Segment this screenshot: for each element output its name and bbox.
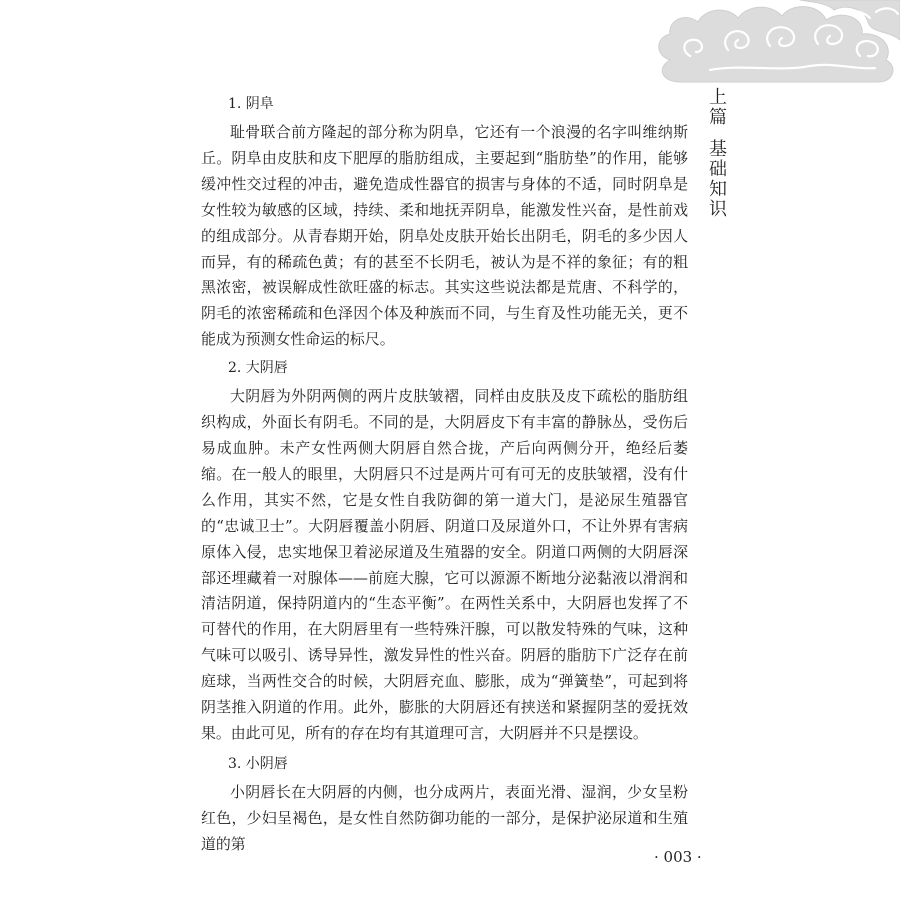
- body-text: [201, 90, 688, 858]
- section-heading: 2. 大阴唇: [228, 360, 288, 377]
- running-header-section: 上 篇: [709, 87, 727, 128]
- section-paragraph: 小阴唇长在大阴唇的内侧，也分成两片，表面光滑、湿润，少女呈粉红色，少妇呈褐色，是女性自然防御功能的一部分，是保护泌尿道和生殖道的第: [201, 782, 688, 853]
- auspicious-cloud-icon: [650, 0, 900, 85]
- running-header: [698, 88, 738, 220]
- running-header-title: 基 础 知 识: [709, 139, 727, 220]
- page-number: · 003 ·: [654, 848, 702, 866]
- section-heading: 1. 阴阜: [228, 96, 274, 112]
- section-paragraph: 大阴唇为外阴两侧的两片皮肤皱褶，同样由皮肤及皮下疏松的脂肪组织构成，外面长有阴毛。不同的是，大阴唇皮下有丰富的静脉丛，受伤后易成血肿。未产女性两侧大阴唇自然合拢，产后向两侧分开，绝经后萎缩。在一般人的眼里，大阴唇只不过是两片可有可无的皮肤皱褶，没有什么作用，其实不然，它是女性自我防御的第一道大门，是泌尿生殖器官的“忠诚卫士”。大阴唇覆盖小阴唇、阴道口及尿道外口，不让外界有害病原体入侵，忠实地保卫着泌尿道及生殖器的安全。阴道口两侧的大阴唇深部还埋藏着一对腺体——前庭大腺，它可以源源不断地分泌黏液以滑润和清洁阴道，保持阴道内的“生态平衡”。在两性关系中，大阴唇也发挥了不可替代的作用，在大阴唇里有一些特殊汗腺，可以散发特殊的气味，这种气味可以吸引、诱导异性，激发异性的性兴奋。阴唇的脂肪下广泛存在前庭球，当两性交合的时候，大阴唇充血、膨胀，成为“弹簧垫”，可起到将阴茎推入阴道的作用。此外，膨胀的大阴唇还有挟送和紧握阴茎的爱抚效果。由此可见，所有的存在均有其道理可言，大阴唇并不只是摆设。: [201, 387, 688, 742]
- section-paragraph: 耻骨联合前方隆起的部分称为阴阜，它还有一个浪漫的名字叫维纳斯丘。阴阜由皮肤和皮下肥厚的脂肪组成，主要起到“脂肪垫”的作用，能够缓冲性交过程的冲击，避免造成性器官的损害与身体的不适，同时阴阜是女性较为敏感的区域，持续、柔和地抚弄阴阜，能激发性兴奋，是性前戏的组成部分。从青春期开始，阴阜处皮肤开始长出阴毛，阴毛的多少因人而异，有的稀疏色黄；有的甚至不长阴毛，被认为是不祥的象征；有的粗黑浓密，被误解成性欲旺盛的标志。其实这些说法都是荒唐、不科学的，阴毛的浓密稀疏和色泽因个体及种族而不同，与生育及性功能无关，更不能成为预测女性命运的标尺。: [201, 123, 688, 349]
- section-heading: 3. 小阴唇: [228, 755, 288, 772]
